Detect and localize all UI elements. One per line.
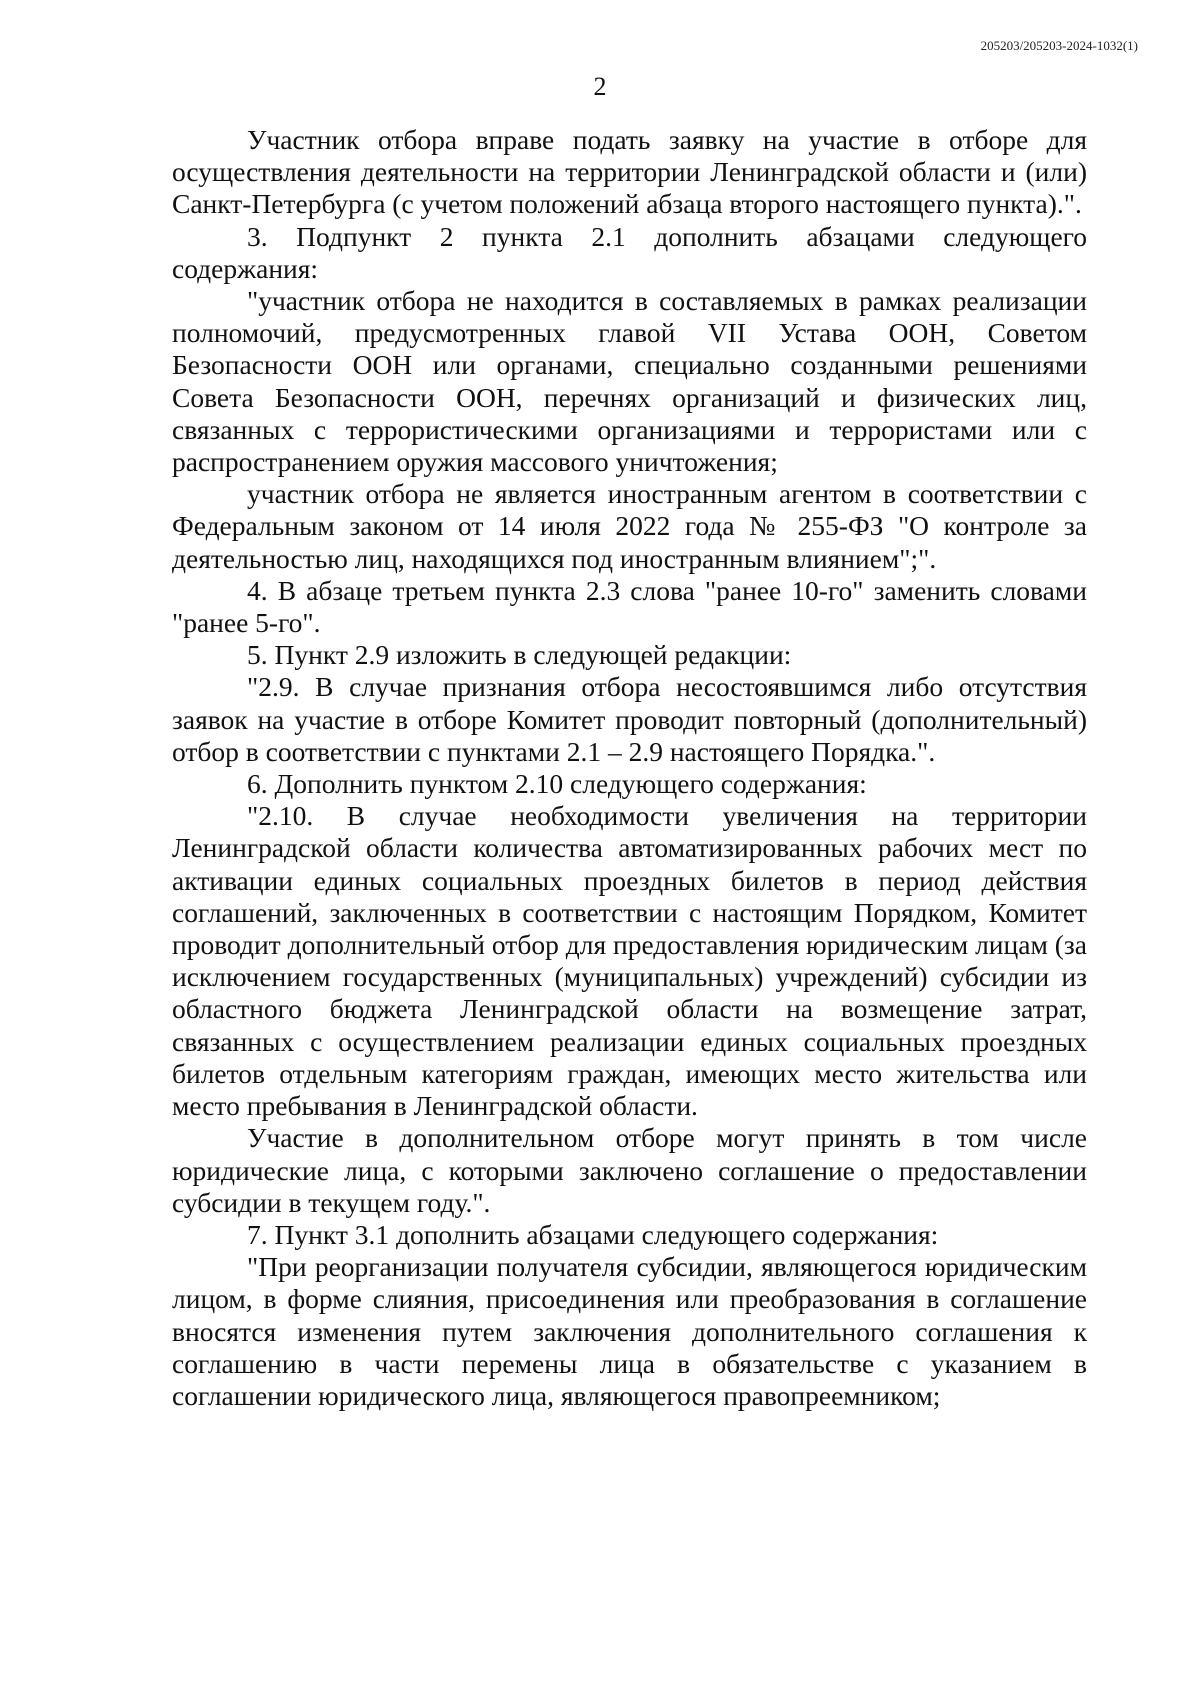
document-body [172,124,1087,1412]
paragraph-item-6: 6. Дополнить пунктом 2.10 следующего содержания: [247,768,867,800]
paragraph-participant-right: Участник отбора вправе подать заявку на участие в отборе для осуществления деятельности на территории Ленинградской области и (или) Санкт-Петербурга (с учетом положений абзаца второго настоящего пункта).". [172,124,1087,220]
paragraph-item-3: 3. Подпункт 2 пункта 2.1 дополнить абзацами следующего содержания: [172,220,1087,284]
paragraph-item-4: 4. В абзаце третьем пункта 2.3 слова "ранее 10-го" заменить словами "ранее 5-го". [172,574,1087,639]
paragraph-additional-selection: Участие в дополнительном отборе могут принять в том числе юридические лица, с которыми заключено соглашение о предоставлении субсидии в текущем году.". [172,1122,1087,1218]
paragraph-item-7: 7. Пункт 3.1 дополнить абзацами следующего содержания: [247,1218,939,1250]
paragraph-clause-2-10: "2.10. В случае необходимости увеличения на территории Ленинградской области количества автоматизированных рабочих мест по активации единых социальных проездных билетов в период действия соглашений, заключенных в соответствии с настоящим Порядком, Комитет проводит дополнительный отбор для предоставления юридическим лицам (за исключением государственных (муниципальных) учреждений) субсидии из областного бюджета Ленинградской области на возмещение затрат, связанных с осуществлением реализации единых социальных проездных билетов отдельным категориям граждан, имеющих место жительства или место пребывания в Ленинградской области. [172,800,1087,1122]
paragraph-un-lists: "участник отбора не находится в составляемых в рамках реализации полномочий, предусмотренных главой VII Устава ООН, Советом Безопасности ООН или органами, специально созданными решениями Совета Безопасности ООН, перечнях организаций и физических лиц, связанных с террористическими организациями и террористами или с распространением оружия массового уничтожения; [172,285,1087,478]
paragraph-item-5: 5. Пункт 2.9 изложить в следующей редакции: [247,639,792,671]
page-number: 2 [593,72,607,101]
paragraph-reorganization: "При реорганизации получателя субсидии, являющегося юридическим лицом, в форме слияния, присоединения или преобразования в соглашение вносятся изменения путем заключения дополнительного соглашения к соглашению в части перемены лица в обязательстве с указанием в соглашении юридического лица, являющегося правопреемником; [172,1251,1087,1411]
paragraph-foreign-agent: участник отбора не является иностранным агентом в соответствии с Федеральным законом от 14 июля 2022 года № 255-ФЗ "О контроле за деятельностью лиц, находящихся под иностранным влиянием";". [172,478,1087,574]
paragraph-clause-2-9: "2.9. В случае признания отбора несостоявшимся либо отсутствия заявок на участие в отборе Комитет проводит повторный (дополнительный) отбор в соответствии с пунктами 2.1 – 2.9 настоящего Порядка.". [172,671,1087,767]
document-id: 205203/205203-2024-1032(1) [980,38,1138,53]
